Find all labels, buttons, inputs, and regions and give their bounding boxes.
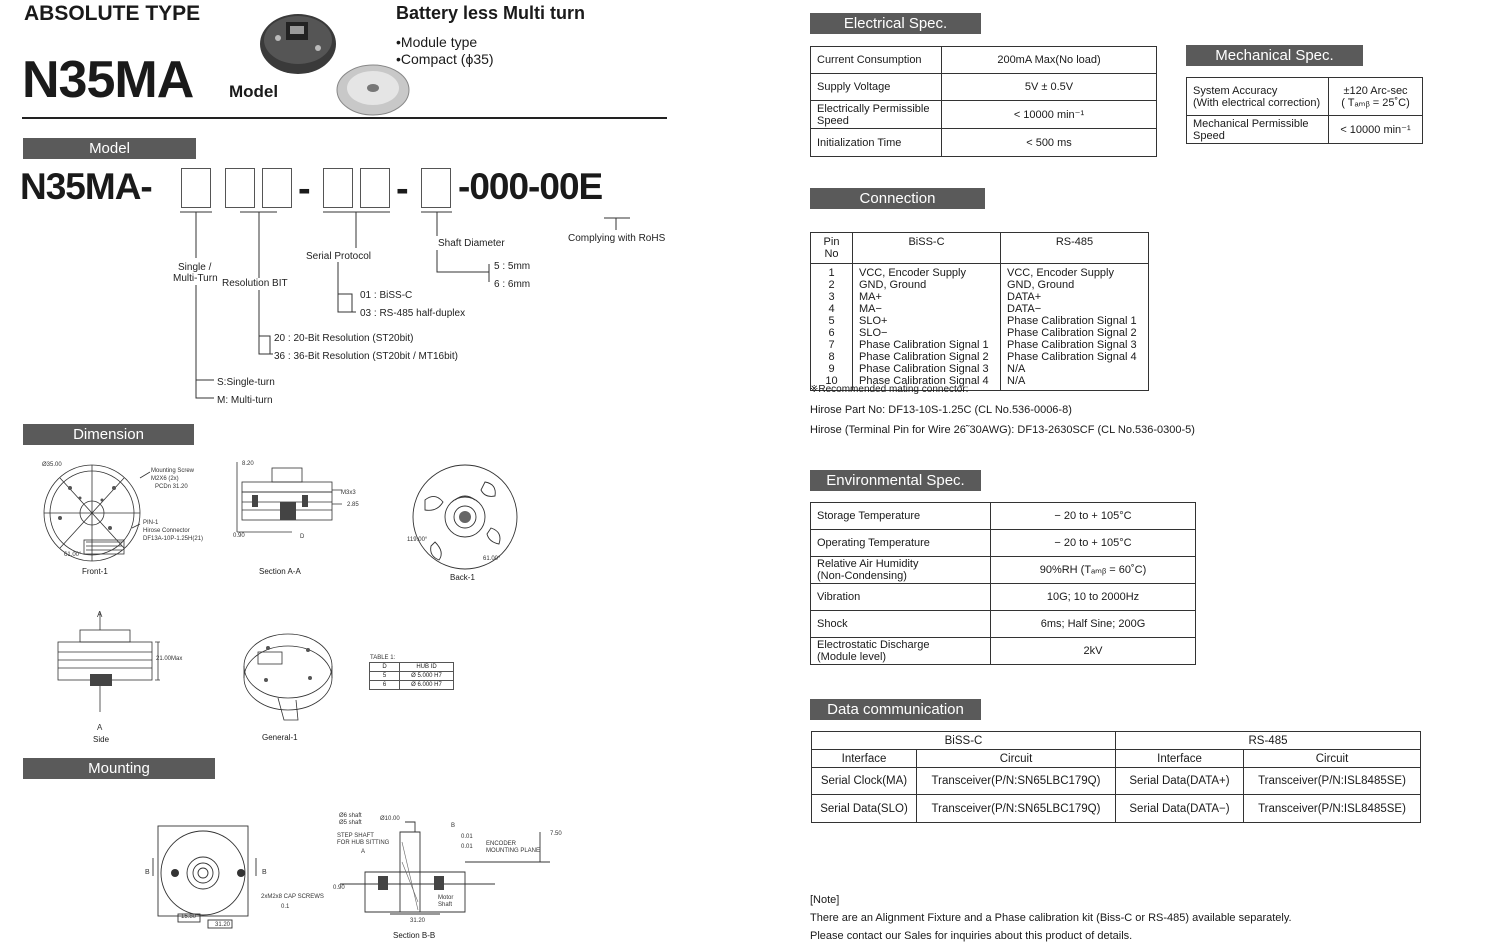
hub-row2-id: Ø 6.000 H7 xyxy=(400,681,454,690)
resolution-label: Resolution BIT xyxy=(222,278,288,289)
rs485-signal: N/A xyxy=(1007,363,1026,375)
feature-1: •Module type xyxy=(396,34,478,50)
rohs-label: Complying with RoHS xyxy=(568,233,666,244)
section-bb-drawing xyxy=(330,812,560,932)
mech-label-speed: Mechanical Permissible Speed xyxy=(1187,116,1329,144)
mounting-front-drawing xyxy=(148,818,288,928)
resolution-option-20: 20 : 20-Bit Resolution (ST20bit) xyxy=(274,333,414,344)
dia10-label: Ø10.00 xyxy=(380,816,400,822)
note-line-2: Please contact our Sales for inquiries about this product of details. xyxy=(810,930,1133,942)
env-label-operating: Operating Temperature xyxy=(811,530,991,557)
d6-shaft-label: Ø6 shaft xyxy=(339,813,362,819)
code-dash-1: - xyxy=(298,168,311,210)
rs485-signal: Phase Calibration Signal 4 xyxy=(1007,351,1137,363)
feature-2: •Compact (ϕ35) xyxy=(396,51,494,67)
env-value-storage: − 20 to + 105°C xyxy=(991,503,1196,530)
pcd-label: PCDn 31.20 xyxy=(155,484,188,490)
shaft-diameter-label: Shaft Diameter xyxy=(438,238,505,249)
env-label-esd: Electrostatic Discharge (Module level) xyxy=(811,638,991,665)
w3120b-label: 31.20 xyxy=(410,918,426,924)
pin-number: 5 xyxy=(828,315,835,327)
rs485-signal: GND, Ground xyxy=(1007,279,1075,291)
a-box-label: A xyxy=(361,849,366,855)
rs485-signal: Phase Calibration Signal 1 xyxy=(1007,315,1137,327)
bissc-signal: Phase Calibration Signal 2 xyxy=(859,351,989,363)
mating-connector-note: ※Recommended mating connector: xyxy=(810,384,969,395)
hirose-connector-label: Hirose Connector xyxy=(143,528,190,534)
data-row2-c3: Serial Data(DATA−) xyxy=(1116,795,1244,823)
step-shaft-label: STEP SHAFT xyxy=(337,833,374,839)
back-angle-61: 61.00° xyxy=(483,556,501,562)
section-aa-caption: Section A-A xyxy=(259,567,301,576)
conn-rs485-column xyxy=(1001,264,1149,391)
side-view-drawing xyxy=(50,612,160,722)
pin-number: 4 xyxy=(828,303,835,315)
section-aa-drawing xyxy=(232,462,352,552)
env-value-shock: 6ms; Half Sine; 200G xyxy=(991,611,1196,638)
df13-label: DF13A-10P-1.25H(21) xyxy=(143,536,204,542)
bissc-signal: Phase Calibration Signal 4 xyxy=(859,375,989,387)
turn-option-s: S:Single-turn xyxy=(217,377,275,388)
data-sub-interface-2: Interface xyxy=(1116,750,1244,768)
data-row2-c4: Transceiver(P/N:ISL8485SE) xyxy=(1244,795,1421,823)
electrical-table xyxy=(810,46,1157,157)
pin-number: 9 xyxy=(828,363,835,375)
h21-label: 21.00Max xyxy=(156,656,183,662)
env-value-humidity: 90%RH (Tₐₘᵦ = 60˚C) xyxy=(991,557,1196,584)
bissc-signal: MA− xyxy=(859,303,882,315)
general-view-caption: General-1 xyxy=(262,733,298,742)
protocol-option-01: 01 : BiSS-C xyxy=(360,290,413,301)
mount-b-left: B xyxy=(145,869,150,876)
gd2-label: 0.01 xyxy=(461,844,473,850)
elec-value-speed: < 10000 min⁻¹ xyxy=(942,101,1157,129)
elec-value-voltage: 5V ± 0.5V xyxy=(942,74,1157,101)
elec-label-speed: Electrically Permissible Speed xyxy=(811,101,942,129)
hub-row2-d: 6 xyxy=(370,681,400,690)
motor-label: Motor xyxy=(438,895,454,901)
serial-protocol-label: Serial Protocol xyxy=(306,251,372,262)
bissc-signal: Phase Calibration Signal 3 xyxy=(859,363,989,375)
gd1-label: 0.01 xyxy=(461,834,473,840)
data-sub-circuit-1: Circuit xyxy=(917,750,1116,768)
pin-number: 6 xyxy=(828,327,835,339)
hub-header-d: D xyxy=(370,663,400,672)
cap-screws-label: 2xM2x8 CAP SCREWS xyxy=(261,894,324,900)
rs485-signal: Phase Calibration Signal 3 xyxy=(1007,339,1137,351)
pin-number: 3 xyxy=(828,291,835,303)
data-row1-c3: Serial Data(DATA+) xyxy=(1116,768,1244,795)
m3x3-label: M3x3 xyxy=(341,490,356,496)
side-a-bottom: A xyxy=(97,723,103,732)
data-row1-c4: Transceiver(P/N:ISL8485SE) xyxy=(1244,768,1421,795)
env-value-esd: 2kV xyxy=(991,638,1196,665)
rs485-signal: DATA+ xyxy=(1007,291,1042,303)
env-label-vibration: Vibration xyxy=(811,584,991,611)
data-sub-interface-1: Interface xyxy=(812,750,917,768)
data-row2-c1: Serial Data(SLO) xyxy=(812,795,917,823)
mounting-heading: Mounting xyxy=(23,758,215,779)
general-view-drawing xyxy=(238,628,338,728)
bissc-signal: SLO− xyxy=(859,327,888,339)
resolution-option-36: 36 : 36-Bit Resolution (ST20bit / MT16bit) xyxy=(274,351,458,362)
w3120-label: 31.20 xyxy=(215,922,231,928)
section-bb-caption: Section B-B xyxy=(393,931,436,940)
env-value-operating: − 20 to + 105°C xyxy=(991,530,1196,557)
back-view-caption: Back-1 xyxy=(450,573,475,582)
d-label: D xyxy=(300,534,305,540)
data-group-bissc: BiSS-C xyxy=(812,732,1116,750)
shaft-option-6: 6 : 6mm xyxy=(494,279,531,290)
hirose-terminal-line: Hirose (Terminal Pin for Wire 26˜30AWG): DF13-2630SCF (CL No.536-0300-5) xyxy=(810,424,1195,436)
conn-bissc-column xyxy=(853,264,1001,391)
for-hub-label: FOR HUB SITTING xyxy=(337,840,390,846)
front-angle-label: 61.00° xyxy=(64,552,82,558)
rs485-signal: DATA− xyxy=(1007,303,1042,315)
env-label-storage: Storage Temperature xyxy=(811,503,991,530)
model-suffix: -000-00E xyxy=(458,166,603,207)
env-value-vibration: 10G; 10 to 2000Hz xyxy=(991,584,1196,611)
code-dash-2: - xyxy=(396,168,409,210)
mech-label-accuracy: System Accuracy (With electrical correction) xyxy=(1187,78,1329,116)
model-name: N35MA xyxy=(22,51,194,109)
hub-header-id: HUB ID xyxy=(400,663,454,672)
model-heading: Model xyxy=(23,138,196,159)
dimension-heading: Dimension xyxy=(23,424,194,445)
front-dia-label: Ø35.00 xyxy=(42,462,62,468)
shaft-option-5: 5 : 5mm xyxy=(494,261,531,272)
connection-table xyxy=(810,232,1149,391)
d285-label: 2.85 xyxy=(347,502,359,508)
bissc-signal: Phase Calibration Signal 1 xyxy=(859,339,989,351)
model-word: Model xyxy=(229,82,279,101)
turn-option-m: M: Multi-turn xyxy=(217,395,273,406)
bissc-signal: VCC, Encoder Supply xyxy=(859,267,966,279)
bissc-signal: SLO+ xyxy=(859,315,888,327)
conn-header-rs485: RS-485 xyxy=(1001,233,1149,264)
pin-number: 8 xyxy=(828,351,835,363)
pin-number: 10 xyxy=(825,375,838,387)
hub-table-title: TABLE 1: xyxy=(370,655,396,661)
elec-label-init: Initialization Time xyxy=(811,129,942,157)
side-a-top: A xyxy=(97,610,103,619)
pin-number: 7 xyxy=(828,339,835,351)
mech-value-speed: < 10000 min⁻¹ xyxy=(1329,116,1423,144)
mechanical-table xyxy=(1186,77,1423,144)
type-label: ABSOLUTE TYPE xyxy=(24,2,201,25)
data-row2-c2: Transceiver(P/N:SN65LBC179Q) xyxy=(917,795,1116,823)
d090-label: 0.90 xyxy=(233,533,245,539)
rs485-signal: Phase Calibration Signal 2 xyxy=(1007,327,1137,339)
conn-header-pin: Pin No xyxy=(811,233,853,264)
conn-header-bissc: BiSS-C xyxy=(853,233,1001,264)
bissc-signal: GND, Ground xyxy=(859,279,927,291)
pin-number: 1 xyxy=(828,267,835,279)
enc-plane-label: ENCODER xyxy=(486,841,517,847)
mount-b-right: B xyxy=(262,869,267,876)
d5-shaft-label: Ø5 shaft xyxy=(339,820,362,826)
subtitle: Battery less Multi turn xyxy=(396,3,586,23)
hub-row1-id: Ø 5.000 H7 xyxy=(400,672,454,681)
back-angle-119: 119.00° xyxy=(407,537,428,543)
rs485-signal: N/A xyxy=(1007,375,1026,387)
front-view-drawing xyxy=(40,458,220,578)
pin-number: 2 xyxy=(828,279,835,291)
data-comm-heading: Data communication xyxy=(810,699,981,720)
mount-plane-label: MOUNTING PLANE xyxy=(486,848,541,854)
b-box-label: B xyxy=(451,823,456,829)
single-multi-label-2: Multi-Turn xyxy=(173,273,218,284)
data-sub-circuit-2: Circuit xyxy=(1244,750,1421,768)
elec-value-init: < 500 ms xyxy=(942,129,1157,157)
bissc-signal: MA+ xyxy=(859,291,882,303)
environmental-heading: Environmental Spec. xyxy=(810,470,981,491)
w1580-label: 15.80 xyxy=(181,914,197,920)
connection-heading: Connection xyxy=(810,188,985,209)
side-view-caption: Side xyxy=(93,735,110,744)
single-multi-label-1: Single / xyxy=(178,262,212,273)
protocol-option-03: 03 : RS-485 half-duplex xyxy=(360,308,466,319)
screw-spec-label: M2X6 (2x) xyxy=(151,476,179,482)
data-group-rs485: RS-485 xyxy=(1116,732,1421,750)
model-prefix: N35MA- xyxy=(20,166,152,207)
hub-table xyxy=(369,662,454,690)
data-row1-c1: Serial Clock(MA) xyxy=(812,768,917,795)
hub-row1-d: 5 xyxy=(370,672,400,681)
model-tree-lines xyxy=(0,0,680,260)
mech-value-accuracy: ±120 Arc-sec ( Tₐₘᵦ = 25˚C) xyxy=(1329,78,1423,116)
mount-d090-label: 0.90 xyxy=(333,885,345,891)
note-heading: [Note] xyxy=(810,894,840,906)
elec-label-voltage: Supply Voltage xyxy=(811,74,942,101)
elec-value-current: 200mA Max(No load) xyxy=(942,47,1157,74)
conn-pin-column xyxy=(811,264,853,391)
h750-label: 7.50 xyxy=(550,831,562,837)
tol-label: 0.1 xyxy=(281,904,290,910)
rs485-signal: VCC, Encoder Supply xyxy=(1007,267,1114,279)
mounting-screw-label: Mounting Screw xyxy=(151,468,195,474)
electrical-heading: Electrical Spec. xyxy=(810,13,981,34)
env-label-shock: Shock xyxy=(811,611,991,638)
shaft-label: Shaft xyxy=(438,902,453,908)
hirose-part-line: Hirose Part No: DF13-10S-1.25C (CL No.536-0006-8) xyxy=(810,404,1072,416)
back-view-drawing xyxy=(405,462,525,572)
front-view-caption: Front-1 xyxy=(82,567,108,576)
note-line-1: There are an Alignment Fixture and a Phase calibration kit (Biss-C or RS-485) available separately. xyxy=(810,912,1292,924)
pin1-label: PIN-1 xyxy=(143,520,159,526)
mechanical-heading: Mechanical Spec. xyxy=(1186,45,1363,66)
d820-label: 8.20 xyxy=(242,461,254,467)
env-label-humidity: Relative Air Humidity (Non-Condensing) xyxy=(811,557,991,584)
data-row1-c2: Transceiver(P/N:SN65LBC179Q) xyxy=(917,768,1116,795)
data-comm-table xyxy=(811,731,1421,823)
elec-label-current: Current Consumption xyxy=(811,47,942,74)
environmental-table xyxy=(810,502,1196,665)
